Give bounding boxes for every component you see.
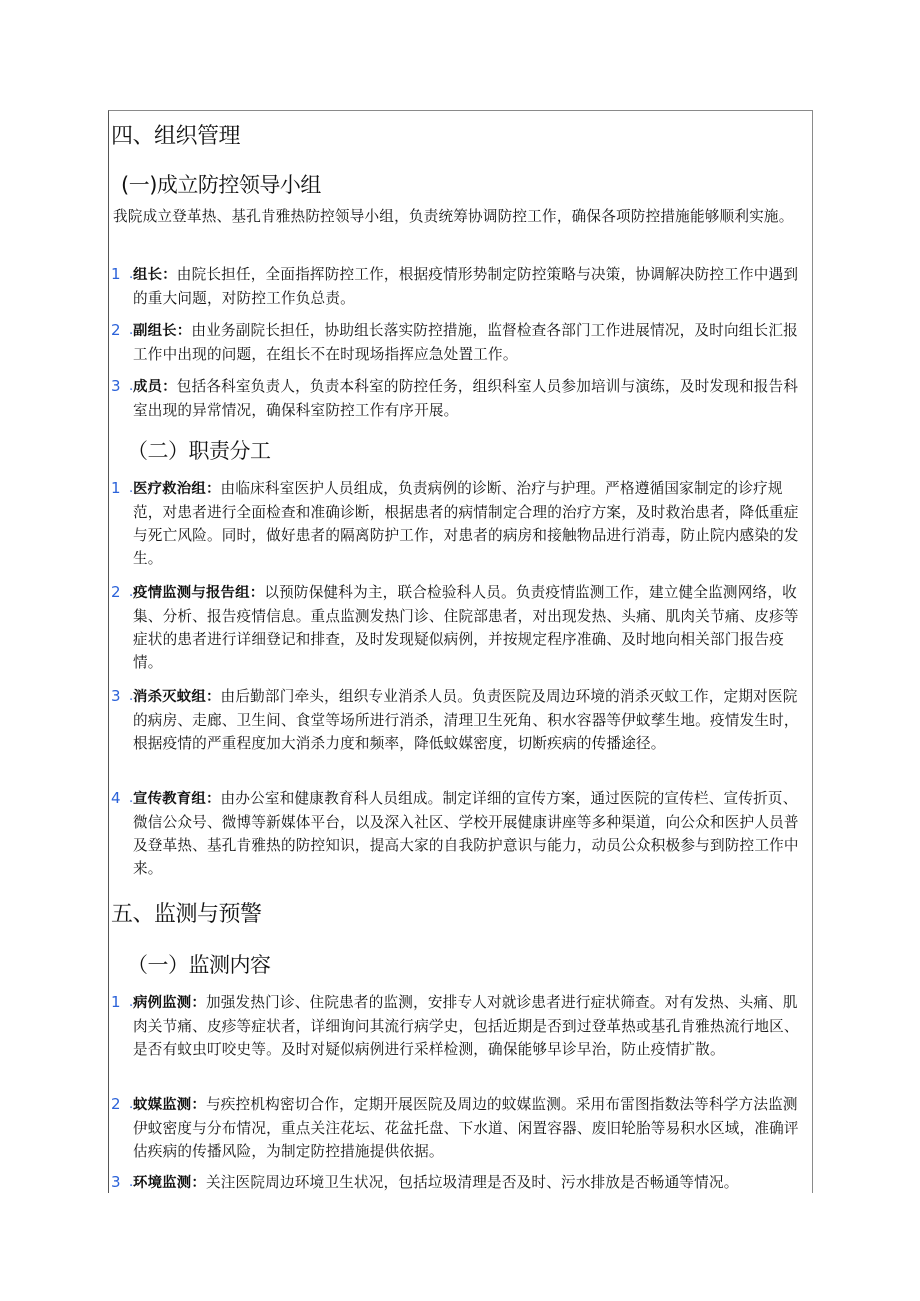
list-dot: . [129, 379, 134, 394]
subheading-responsibilities: （二）职责分工 [127, 439, 271, 463]
list-number: 2 [111, 321, 121, 339]
list-item [109, 477, 809, 570]
document-page [108, 110, 813, 1193]
list-number: 2 [111, 583, 121, 601]
item-text: 包括各科室负责人，负责本科室的防控任务，组织科室人员参加培训与演练，及时发现和报告科室出现的异常情况，确保科室防控工作有序开展。 [133, 378, 799, 419]
list-item [109, 319, 809, 366]
item-text: 由临床科室医护人员组成，负责病例的诊断、治疗与护理。严格遵循国家制定的诊疗规范，对患者进行全面检查和准确诊断，根据患者的病情制定合理的治疗方案，及时救治患者，降低重症与死亡风险。同时，做好患者的隔离防护工作，对患者的病房和接触物品进行消毒，防止院内感染的发生。 [133, 480, 799, 567]
item-term: 医疗救治组： [133, 481, 221, 497]
list-dot: . [129, 995, 134, 1010]
item-text: 与疾控机构密切合作，定期开展医院及周边的蚊媒监测。采用布雷图指数法等科学方法监测伊蚊密度与分布情况，重点关注花坛、花盆托盘、下水道、闲置容器、废旧轮胎等易积水区域，准确评估疾病的传播风险，为制定防控措施提供依据。 [133, 1096, 799, 1160]
list-dot: . [129, 1097, 134, 1112]
list-dot: . [129, 1175, 134, 1190]
item-text: 关注医院周边环境卫生状况，包括垃圾清理是否及时、污水排放是否畅通等情况。 [205, 1174, 739, 1191]
list-item [109, 1093, 809, 1163]
item-term: 成员： [133, 379, 177, 395]
section-heading-monitoring: 五、监测与预警 [111, 902, 262, 927]
list-dot: . [129, 267, 134, 282]
list-number: 1 [111, 265, 121, 283]
item-text: 由办公室和健康教育科人员组成。制定详细的宣传方案，通过医院的宣传栏、宣传折页、微信公众号、微博等新媒体平台，以及深入社区、学校开展健康讲座等多种渠道，向公众和医护人员普及登革热、基孔肯雅热的防控知识，提高大家的自我防护意识与能力，动员公众积极参与到防控工作中来。 [133, 790, 799, 877]
list-number: 4 [111, 789, 121, 807]
item-term: 组长： [133, 267, 177, 283]
item-text: 以预防保健科为主，联合检验科人员。负责疫情监测工作，建立健全监测网络，收集、分析、报告疫情信息。重点监测发热门诊、住院部患者，对出现发热、头痛、肌肉关节痛、皮疹等症状的患者进行详细登记和排查，及时发现疑似病例，并按规定程序准确、及时地向相关部门报告疫情。 [133, 584, 799, 671]
list-item [109, 1171, 809, 1195]
list-number: 2 [111, 1095, 121, 1113]
list-dot: . [129, 481, 134, 496]
item-text: 加强发热门诊、住院患者的监测，安排专人对就诊患者进行症状筛查。对有发热、头痛、肌肉关节痛、皮疹等症状者，详细询问其流行病学史，包括近期是否到过登革热或基孔肯雅热流行地区、是否有蚊虫叮咬史等。及时对疑似病例进行采样检测，确保能够早诊早治，防止疫情扩散。 [133, 994, 799, 1058]
item-term: 疫情监测与报告组： [133, 585, 265, 601]
item-term: 宣传教育组： [133, 791, 221, 807]
item-text: 由院长担任，全面指挥防控工作，根据疫情形势制定防控策略与决策，协调解决防控工作中遇到的重大问题，对防控工作负总责。 [133, 266, 799, 307]
list-number: 1 [111, 993, 121, 1011]
intro-paragraph: 我院成立登革热、基孔肯雅热防控领导小组，负责统筹协调防控工作，确保各项防控措施能够顺利实施。 [113, 208, 794, 225]
list-item [109, 581, 809, 674]
list-item [109, 991, 809, 1061]
subheading-monitoring-content: （一）监测内容 [127, 953, 271, 977]
list-item [109, 685, 809, 755]
list-number: 3 [111, 687, 121, 705]
list-dot: . [129, 791, 134, 806]
list-number: 3 [111, 377, 121, 395]
item-term: 副组长： [133, 323, 192, 339]
item-term: 病例监测： [133, 995, 206, 1011]
list-dot: . [129, 689, 134, 704]
item-text: 由业务副院长担任，协助组长落实防控措施，监督检查各部门工作进展情况，及时向组长汇报工作中出现的问题，在组长不在时现场指挥应急处置工作。 [133, 322, 798, 363]
list-dot: . [129, 585, 134, 600]
list-dot: . [129, 323, 134, 338]
item-text: 由后勤部门牵头，组织专业消杀人员。负责医院及周边环境的消杀灭蚊工作，定期对医院的病房、走廊、卫生间、食堂等场所进行消杀，清理卫生死角、积水容器等伊蚊孳生地。疫情发生时，根据疫情的严重程度加大消杀力度和频率，降低蚊媒密度，切断疾病的传播途径。 [133, 688, 799, 752]
list-item [109, 263, 809, 310]
subheading-leadership-group: (一)成立防控领导小组 [121, 173, 321, 197]
item-term: 环境监测： [133, 1175, 206, 1191]
list-number: 3 [111, 1173, 121, 1191]
list-item [109, 787, 809, 880]
section-heading-org-management: 四、组织管理 [111, 124, 241, 149]
item-term: 消杀灭蚊组： [133, 689, 221, 705]
item-term: 蚊媒监测： [133, 1097, 206, 1113]
list-item [109, 375, 809, 422]
list-number: 1 [111, 479, 121, 497]
